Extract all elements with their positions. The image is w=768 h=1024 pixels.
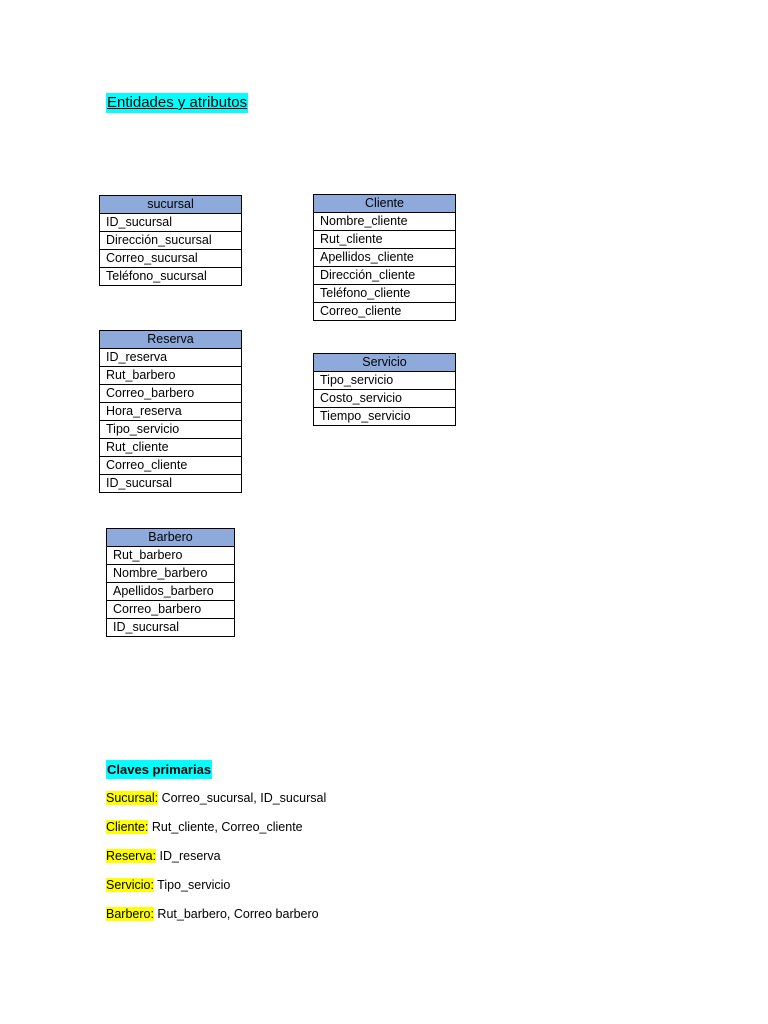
attribute-cell: Correo_cliente — [314, 303, 456, 321]
primary-key-line-servicio — [106, 877, 230, 894]
key-list: ID_reserva — [156, 849, 221, 863]
entity-header: Servicio — [314, 354, 456, 372]
entity-header: Barbero — [107, 529, 235, 547]
attribute-cell: Teléfono_sucursal — [100, 268, 242, 286]
attribute-cell: Rut_cliente — [314, 231, 456, 249]
attribute-cell: Tiempo_servicio — [314, 408, 456, 426]
attribute-cell: Apellidos_barbero — [107, 583, 235, 601]
entity-table-cliente — [313, 194, 456, 321]
entity-table-reserva — [99, 330, 242, 493]
entity-header: sucursal — [100, 196, 242, 214]
attribute-cell: Costo_servicio — [314, 390, 456, 408]
primary-key-line-reserva — [106, 848, 221, 865]
attribute-cell: ID_sucursal — [107, 619, 235, 637]
attribute-cell: Nombre_barbero — [107, 565, 235, 583]
attribute-cell: Correo_barbero — [107, 601, 235, 619]
attribute-cell: ID_sucursal — [100, 475, 242, 493]
key-list: Correo_sucursal, ID_sucursal — [158, 791, 327, 805]
attribute-cell: Rut_cliente — [100, 439, 242, 457]
attribute-cell: Dirección_cliente — [314, 267, 456, 285]
attribute-cell: Nombre_cliente — [314, 213, 456, 231]
attribute-cell: Correo_cliente — [100, 457, 242, 475]
entity-label: Servicio: — [106, 878, 154, 892]
entity-label: Reserva: — [106, 849, 157, 863]
attribute-cell: Hora_reserva — [100, 403, 242, 421]
attribute-cell: Correo_barbero — [100, 385, 242, 403]
primary-keys-heading: Claves primarias — [107, 762, 212, 777]
attribute-cell: Apellidos_cliente — [314, 249, 456, 267]
attribute-cell: Teléfono_cliente — [314, 285, 456, 303]
attribute-cell: ID_reserva — [100, 349, 242, 367]
entity-table-servicio — [313, 353, 456, 426]
attribute-cell: Rut_barbero — [107, 547, 235, 565]
attribute-cell: Dirección_sucursal — [100, 232, 242, 250]
attribute-cell: Rut_barbero — [100, 367, 242, 385]
key-list: Tipo_servicio — [153, 878, 231, 892]
primary-key-line-cliente — [106, 819, 303, 836]
entity-header: Cliente — [314, 195, 456, 213]
attribute-cell: Correo_sucursal — [100, 250, 242, 268]
entity-label: Sucursal: — [106, 791, 159, 805]
attribute-cell: ID_sucursal — [100, 214, 242, 232]
primary-key-line-barbero — [106, 906, 319, 923]
entity-header: Reserva — [100, 331, 242, 349]
entity-table-sucursal — [99, 195, 242, 286]
key-list: Rut_cliente, Correo_cliente — [148, 820, 303, 834]
attribute-cell: Tipo_servicio — [314, 372, 456, 390]
page-title: Entidades y atributos — [107, 94, 248, 111]
primary-key-line-sucursal — [106, 790, 326, 807]
entity-table-barbero — [106, 528, 235, 637]
key-list: Rut_barbero, Correo barbero — [153, 907, 319, 921]
attribute-cell: Tipo_servicio — [100, 421, 242, 439]
entity-label: Cliente: — [106, 820, 149, 834]
entity-label: Barbero: — [106, 907, 154, 921]
